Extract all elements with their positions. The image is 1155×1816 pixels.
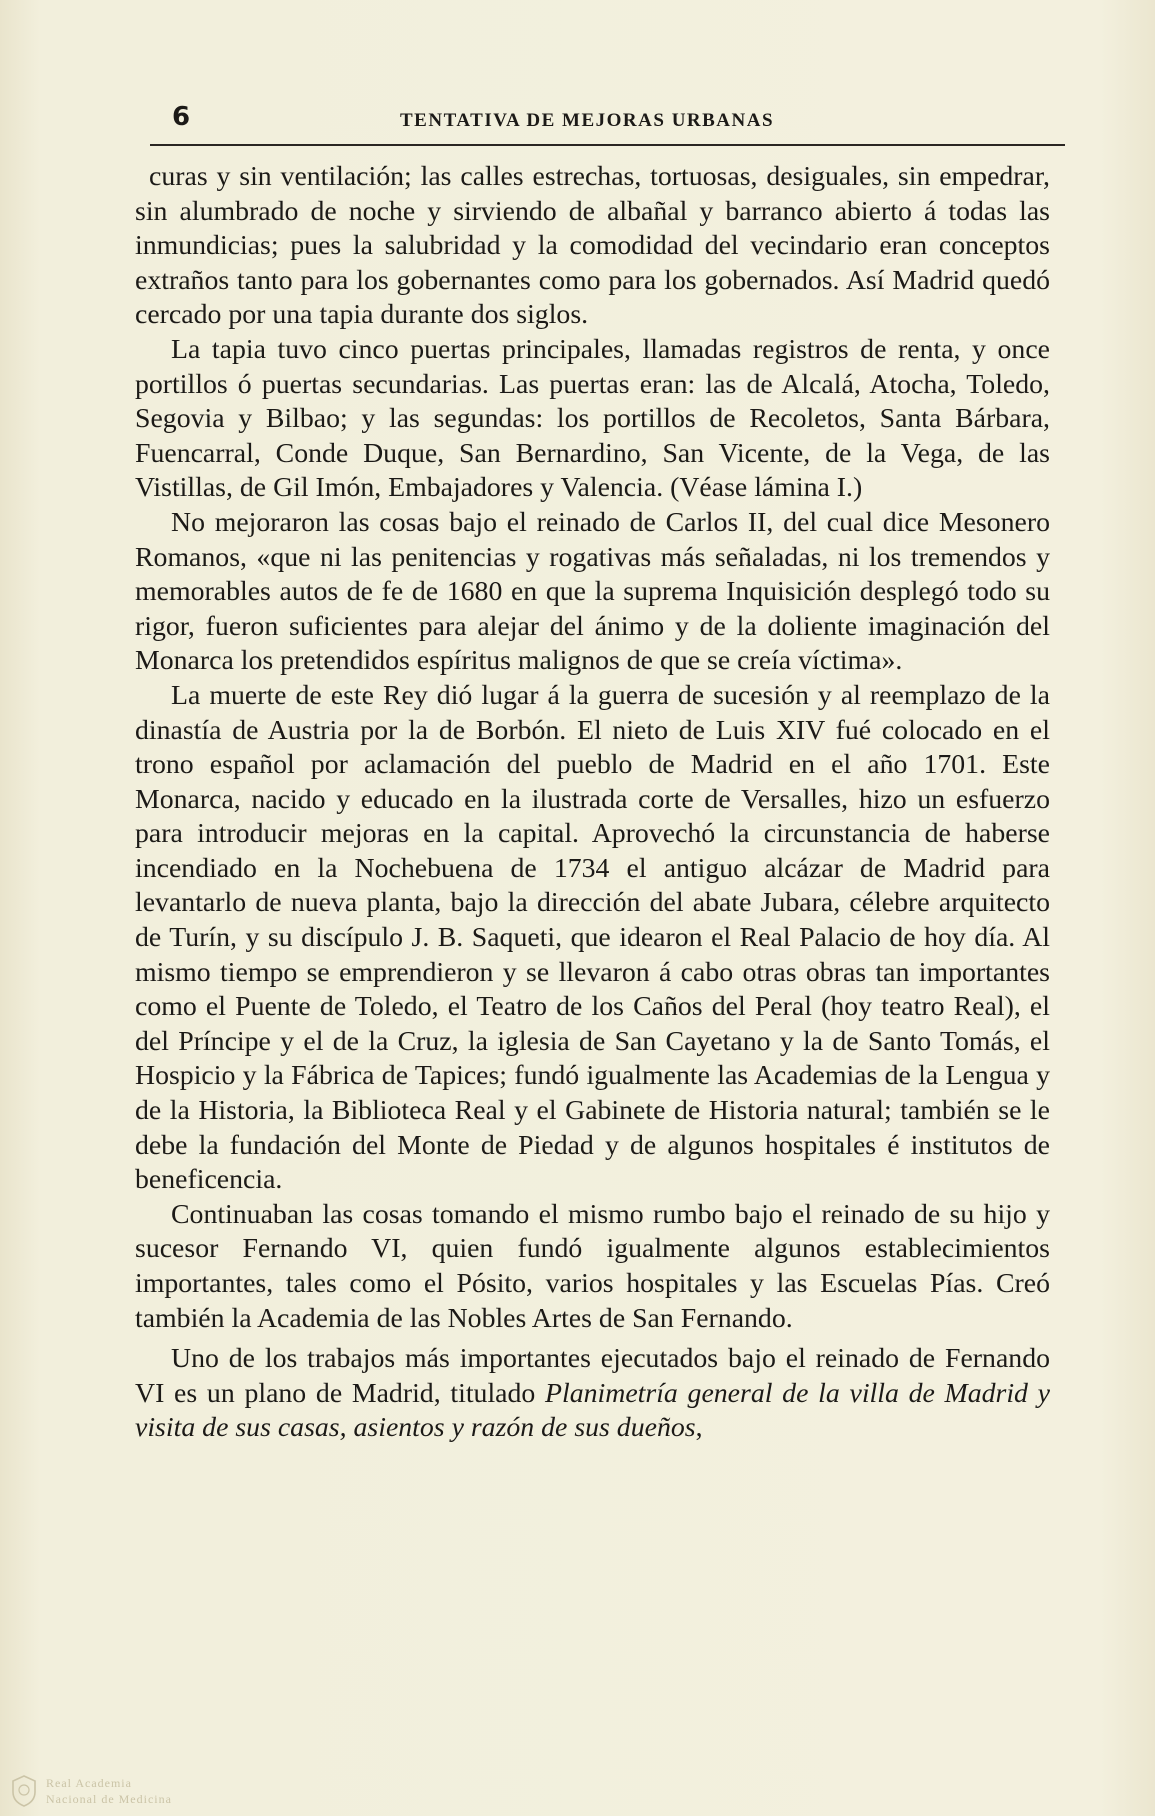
- paragraph-6-end: ,: [695, 1412, 703, 1444]
- academy-seal-icon: [10, 1774, 38, 1808]
- paragraph-4: La muerte de este Rey dió lugar á la guerra de sucesión y al reemplazo de la dinastía de Austria por la de Borbón. El nieto de Luis XIV fué colocado en el trono español por aclamación del pueblo de Madrid en el año 1701. Este Monarca, nacido y educado en la ilustrada corte de Versalles, hizo un esfuerzo para introducir mejoras en la capital. Aprovechó la circunstancia de haberse incendiado en la Nochebuena de 1734 el antiguo alcázar de Madrid para levantarlo de nueva planta, bajo la dirección del abate Jubara, célebre arquitecto de Turín, y su discípulo J. B. Saqueti, que idearon el Real Palacio de hoy día. Al mismo tiempo se emprendieron y se llevaron á cabo otras obras tan importantes como el Puente de Toledo, el Teatro de los Caños del Peral (hoy teatro Real), el del Príncipe y el de la Cruz, la iglesia de San Cayetano y la de Santo Tomás, el Hospicio y la Fábrica de Tapices; fundó igualmente las Academias de la Lengua y de la Historia, la Biblioteca Real y el Gabinete de Historia natural; también se le debe la fundación del Monte de Piedad y de algunos hospitales é institutos de beneficencia.: [135, 679, 1050, 1196]
- running-title: TENTATIVA DE MEJORAS URBANAS: [400, 110, 775, 131]
- watermark-line-1: Real Academia: [46, 1776, 132, 1790]
- map-title: Planimetría general de la villa de Madrid y visita de sus casas, asientos y razón de sus dueños: [135, 1377, 1051, 1444]
- watermark-line-2: Nacional de Medicina: [46, 1792, 172, 1806]
- paragraph-6-intro: Uno de los trabajos más importantes ejecutados bajo el reinado de Fernando VI es un plano de Madrid, titulado: [135, 1343, 1050, 1409]
- paragraph-3: No mejoraron las cosas bajo el reinado de Carlos II, del cual dice Mesonero Romanos, «que ni las penitencias y rogativas más señaladas, ni los tremendos y memorables autos de fe de 1680 en que la suprema Inquisición desplegó todo su rigor, fueron suficientes para alejar del ánimo y de la doliente imaginación del Monarca los pretendidos espíritus malignos de que se creía víctima».: [135, 506, 1050, 677]
- page-number: 6: [172, 102, 191, 132]
- library-watermark: [10, 1772, 230, 1812]
- header-rule: [150, 144, 1065, 146]
- paragraph-5: Continuaban las cosas tomando el mismo rumbo bajo el reinado de su hijo y sucesor Fernando VI, quien fundó igualmente algunos establecimientos importantes, tales como el Pósito, varios hospitales y las Escuelas Pías. Creó también la Academia de las Nobles Artes de San Fernando.: [135, 1198, 1050, 1334]
- paragraph-1: curas y sin ventilación; las calles estrechas, tortuosas, desiguales, sin empedrar, sin alumbrado de noche y sirviendo de albañal y barranco abierto á todas las inmundicias; pues la salubridad y la comodidad del vecindario eran conceptos extraños tanto para los gobernantes como para los gobernados. Así Madrid quedó cercado por una tapia durante dos siglos.: [135, 161, 1050, 331]
- page-header: [172, 102, 1062, 142]
- paragraph-6: [135, 1342, 1050, 1446]
- body-text: [135, 160, 1050, 1446]
- paragraph-2: La tapia tuvo cinco puertas principales, llamadas registros de renta, y once portillos ó puertas secundarias. Las puertas eran: las de Alcalá, Atocha, Toledo, Segovia y Bilbao; y las segundas: los portillos de Recoletos, Santa Bárbara, Fuencarral, Conde Duque, San Bernardino, San Vicente, de la Vega, de las Vistillas, de Gil Imón, Embajadores y Valencia. (Véase lámina I.): [135, 333, 1050, 504]
